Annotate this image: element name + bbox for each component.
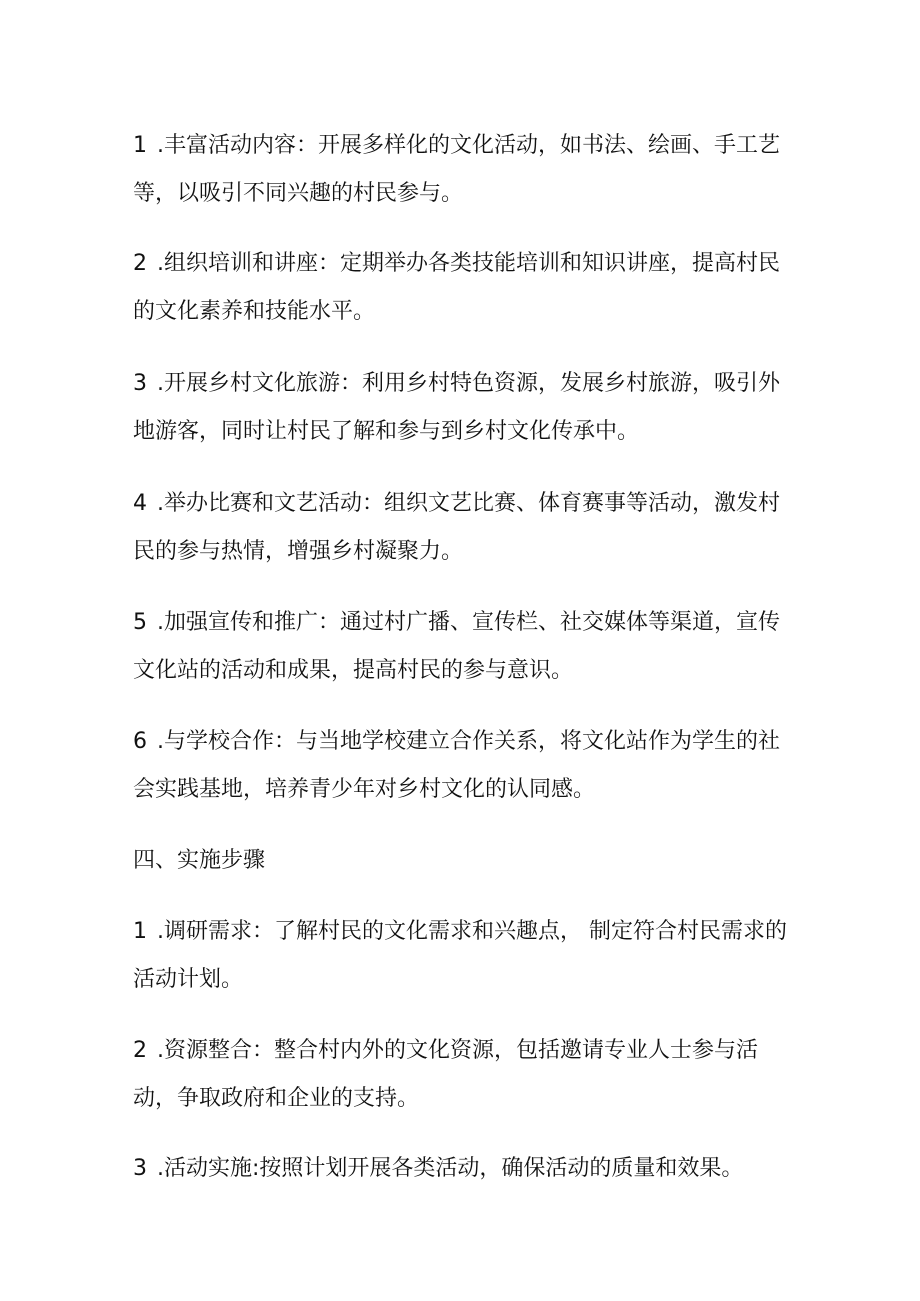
item-number: 2 [133, 1038, 147, 1063]
text-line [133, 908, 793, 956]
item-text: .活动实施:按照计划开展各类活动，确保活动的质量和效果。 [157, 1156, 744, 1181]
item-number: 1 [133, 919, 147, 944]
text-line [133, 360, 793, 408]
item-number: 1 [133, 133, 147, 158]
text-line [133, 240, 793, 288]
list-item [133, 240, 793, 336]
list-item [133, 1145, 793, 1193]
item-number: 3 [133, 371, 147, 396]
list-item [133, 1027, 793, 1123]
item-text: .调研需求：了解村民的文化需求和兴趣点， 制定符合村民需求的 [157, 919, 787, 944]
list-item [133, 480, 793, 576]
list-item [133, 360, 793, 456]
text-line [133, 1145, 793, 1193]
text-line [133, 718, 793, 766]
text-line [133, 122, 793, 170]
text-line [133, 599, 793, 647]
list-item [133, 599, 793, 695]
item-text: .加强宣传和推广：通过村广播、宣传栏、社交媒体等渠道，宣传 [157, 610, 780, 635]
item-number: 4 [133, 491, 147, 516]
list-item [133, 122, 793, 218]
item-text: .开展乡村文化旅游：利用乡村特色资源，发展乡村旅游，吸引外 [157, 371, 780, 396]
text-line [133, 480, 793, 528]
item-text: .与学校合作：与当地学校建立合作关系，将文化站作为学生的社 [157, 729, 780, 754]
text-line: 活动计划。 [133, 967, 244, 992]
item-text: .举办比赛和文艺活动：组织文艺比赛、体育赛事等活动，激发村 [157, 491, 780, 516]
item-text: .资源整合：整合村内外的文化资源，包括邀请专业人士参与活 [157, 1038, 758, 1063]
text-line: 会实践基地，培养青少年对乡村文化的认同感。 [133, 777, 596, 802]
list-item [133, 718, 793, 814]
text-line: 动，争取政府和企业的支持。 [133, 1086, 420, 1111]
text-line: 民的参与热情，增强乡村凝聚力。 [133, 539, 464, 564]
section-heading-text: 四、实施步骤 [133, 848, 266, 873]
section-heading [133, 837, 793, 885]
item-text: .组织培训和讲座：定期举办各类技能培训和知识讲座，提高村民 [157, 251, 780, 276]
text-line: 的文化素养和技能水平。 [133, 299, 376, 324]
list-item [133, 908, 793, 1004]
item-number: 6 [133, 729, 147, 754]
text-line: 地游客，同时让村民了解和参与到乡村文化传承中。 [133, 419, 640, 444]
text-line: 文化站的活动和成果，提高村民的参与意识。 [133, 658, 574, 683]
text-line [133, 1027, 793, 1075]
item-number: 2 [133, 251, 147, 276]
item-number: 5 [133, 610, 147, 635]
text-line: 等，以吸引不同兴趣的村民参与。 [133, 181, 464, 206]
item-number: 3 [133, 1156, 147, 1181]
item-text: .丰富活动内容：开展多样化的文化活动，如书法、绘画、手工艺 [157, 133, 780, 158]
